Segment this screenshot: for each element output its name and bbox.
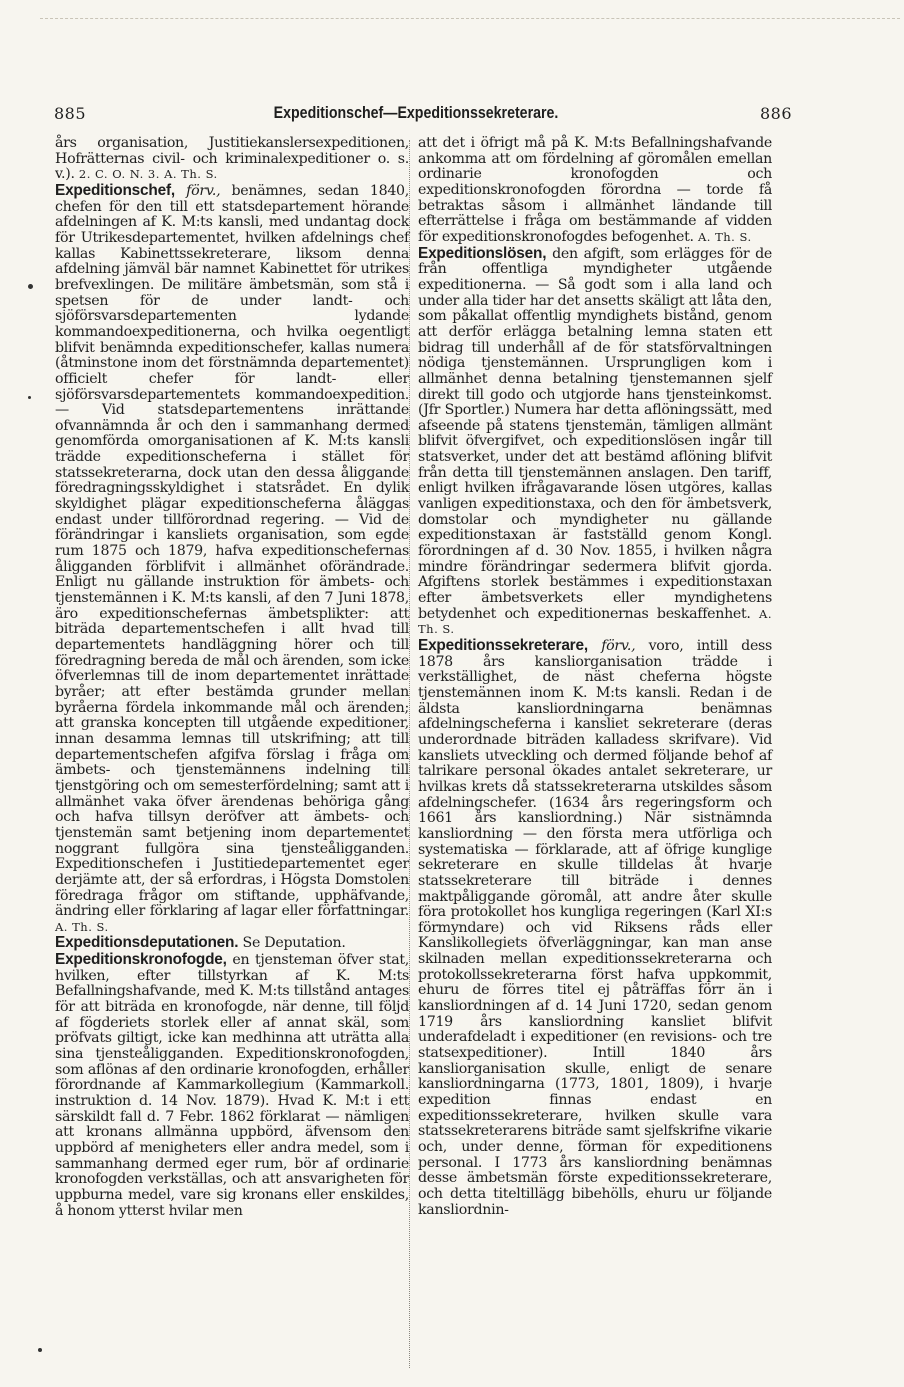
entry-expeditionssekreterare [418, 638, 772, 1218]
entry-text: voro, intill dess 1878 års kansliorganisation trädde i verkställighet, de näst cheferna högste tjenstemännen inom K. M:ts kansli. Redan i de äldsta kansliordningarna benämnas afdelningscheferna i kansliet sekreterare (deras underordnade biträden kalladess skrifvare). Vid kansliets utveckling och dermed följande behof af talrikare personal ökades antalet sekreterare, ur hvilkas krets då statssekreterarna utskildes såsom afdelningschefer. (1634 års regeringsform och 1661 års kansliordning.) När sistnämnda kansliordning — den första mera utförliga och systematiska — förklarade, att af öfrige kunglige sekreterare en skulle tilldelas åt hvarje statssekreterare till biträde i dennes maktpåliggande göromål, att andre åter skulle föra protokollet hos kungliga regeringen (Karl XI:s förmyndare) och vid Riksens råds eller Kanslikollegiets öfverläggningar, kan man anse skilnaden mellan expeditionssekreterarna och protokollssekreterarna först hafva uppkommit, ehuru de förres titel ej påträffas förr än i kansliordningen af d. 14 Juni 1720, sedan genom 1719 års kansliordning kansliet blifvit underafdeladt i expeditioner (en revisions- och tre statsexpeditioner). Intill 1840 års kansliorganisation skulle, enligt de senare kansliordningarna (1773, 1801, 1809), i hvarje expedition finnas endast en expeditionssekreterare, hvilken skulle vara statssekreterarens biträde samt sjelfskrifne vikarie och, under denne, förman för expeditionens personal. I 1773 års kansliordning benämnas desse ämbetsmän förste expeditionssekreterare, och detta titeltillägg bibehölls, ehuru ur följande kansliordnin- [418, 638, 773, 1218]
entry-abbreviation: förv., [186, 182, 221, 199]
ink-speck [28, 284, 33, 289]
author-signature: A. Th. S. [697, 229, 752, 244]
page-number-right: 886 [759, 104, 792, 123]
entry-text: den afgift, som erlägges för de från offentliga myndigheter utgående expeditionerna. — Så godt som i alla land och under alla tider har det ansetts skäligt att låta den, som påkallat offentlig myndighets bistånd, genom att derför erlägga betalning lemna staten ett bidrag till underhåll af de för statsförvaltningen nödiga tjenstemännen. Ursprungligen kom i allmänhet denna betalning tjenstemannen sjelf direkt till godo och utgjorde hans tjensteinkomst. (Jfr Sportler.) Numera har detta aflöningssätt, med afseende på statens tjenstemän, tämligen allmänt blifvit öfvergifvet, och expeditionslösen ingår till statsverket, under det att bestämd aflöning blifvit från detta till tjenstemännen anslagen. Den tariff, enligt hvilken ifrågavarande lösen utgöres, kallas vanligen expeditionstaxa, och den för ämbetsverk, domstolar och myndigheter nu gällande expeditionstaxan är fastställd genom Kongl. förordningen af d. 30 Nov. 1855, i hvilken några mindre förändringar sedermera blifvit gjorda. Afgiftens storlek bestämmes i expeditionstaxan efter ämbetsverkets eller myndighetens betydenhet och expeditionernas beskaffenhet. [418, 245, 772, 622]
entry-text: Se Deputation. [242, 935, 346, 952]
entry-headword: Expeditionslösen, [418, 244, 547, 262]
entry-abbreviation: förv., [601, 638, 636, 654]
page-number-left: 885 [54, 104, 87, 123]
column-divider [409, 140, 410, 1368]
entry-expeditionskronofogde [55, 952, 409, 1219]
entry-headword: Expeditionskronofogde, [55, 951, 227, 969]
entry-headword: Expeditionsdeputationen. [55, 934, 239, 952]
left-column [55, 136, 409, 1219]
right-column [418, 136, 772, 1218]
page-header [52, 104, 792, 126]
entry-expeditionsdeputationen [55, 935, 409, 952]
author-signature: 2. C. O. N. 3. A. Th. S. [78, 167, 218, 182]
entry-expeditionslosen [418, 246, 772, 638]
entry-text: en tjensteman öfver stat, hvilken, efter tillstyrkan af K. M:ts Befallningshafvande, med K. M:ts tillstånd antages för att biträda en kronofogde, när denne, till följd af fögderiets storlek eller af annat skäl, som pröfvats giltigt, icke kan medhinna att uträtta alla sina tjensteåligganden. Expeditionskronofogden, som aflönas af den ordinarie kronofogden, erhåller förordnande af Kammarkollegium (Kammarkoll. instruktion d. 14 Nov. 1879). Hvad K. M:t i ett särskildt fall d. 7 Febr. 1862 förklarat — nämligen att kronans allmänna uppbörd, äfvensom den uppbörd af menigheters eller andra medel, som i sammanhang dermed eger rum, bör af ordinarie kronofogden verkställas, och att ansvarigheten för uppburna medel, vare sig kronans eller enskildes, å honom ytterst hvilar men [55, 952, 409, 1219]
author-signature: A. Th. S. [418, 606, 772, 637]
entry-text: års organisation, Justitiekanslersexpeditionen, Hofrätternas civil- och kriminalexpeditioner o. s. v.). [55, 135, 409, 183]
entry-continuation [418, 136, 772, 246]
entry-headword: Expeditionschef, [55, 181, 175, 199]
running-title: Expeditionschef—Expeditionssekreterare. [273, 104, 559, 122]
ink-speck [28, 396, 31, 399]
entry-expeditionschef [55, 183, 409, 936]
ink-speck [38, 1348, 42, 1352]
entry-continuation [55, 136, 409, 183]
entry-text: benämnes, sedan 1840, chefen för den till ett statsdepartement hörande afdelningen af K. M:ts kansli, med undantag dock för Utrikesdepartementet, hvilken afdelnings chef kallas Kabinettssekreterare, liksom denna afdelning jämväl bär namnet Kabinettet för utrikes brefvexlingen. De militäre ämbetsmän, som stå i spetsen för de under landt- och sjöförsvarsdepartementen lydande kommandoexpeditionerna, och hvilka oegentligt blifvit benämnda expeditionschefer, kallas numera (åtminstone inom det förstnämnda departementet) officielt chefer för landt- eller sjöförsvarsdepartementets kommandoexpedition. — Vid statsdepartementens inrättande ofvannämnda år och den i sammanhang dermed genomförda omorganisationen af K. M:ts kansli trädde expeditionscheferna i stället för statssekreterarna, dock utan den dessa åliggande föredragningsskyldighet i statsrådet. En dylik skyldighet plägar expeditionscheferna åläggas endast under tillförordnad regering. — Vid de förändringar i kansliets organisation, som egde rum 1875 och 1879, hafva expeditionschefernas åligganden förblifvit i allmänhet oförändrade. Enligt nu gällande instruktion för ämbets- och tjenstemännen i K. M:ts kansli, af den 7 Juni 1878, äro expeditionschefernas ämbetsplikter: att biträda departementschefen i allt hvad till departementets handläggning hörer och till föredragning bereda de mål och ärenden, som icke öfverlemnas till de inom departementet inrättade byråer; att efter bestämda grunder mellan byråerna fördela inkommande mål och ärenden; att granska koncepten till utgående expeditioner, innan desamma lemnas till utskrifning; att till departementschefen afgifva förslag i fråga om ämbets- och tjenstemännens indelning till tjenstgöring och om semesterfördelning; samt att i allmänhet vaka öfver ärendenas behöriga gång och hafva tillsyn deröfver att ämbets- och tjenstemän samt betjening inom departementet noggrant fullgöra sina tjensteåligganden. Expeditionschefen i Justitiedepartementet eger derjämte att, der så erfordras, i Högsta Domstolen föredraga frågor om stiftande, upphäfvande, ändring eller förklaring af lagar eller författningar. [55, 182, 409, 920]
entry-headword: Expeditionssekreterare, [418, 637, 588, 654]
entry-text: att det i öfrigt må på K. M:ts Befallningshafvande ankomma att om fördelning af göromålen emellan ordinarie kronofogden och expeditionskronofogden förordna — torde få betraktas såsom i allmänhet ländande till efterrättelse i fråga om bestämmande af vidden för expeditionskronofogdes befogenhet. [418, 135, 772, 245]
top-dotted-rule [40, 18, 900, 19]
author-signature: A. Th. S. [55, 919, 109, 934]
